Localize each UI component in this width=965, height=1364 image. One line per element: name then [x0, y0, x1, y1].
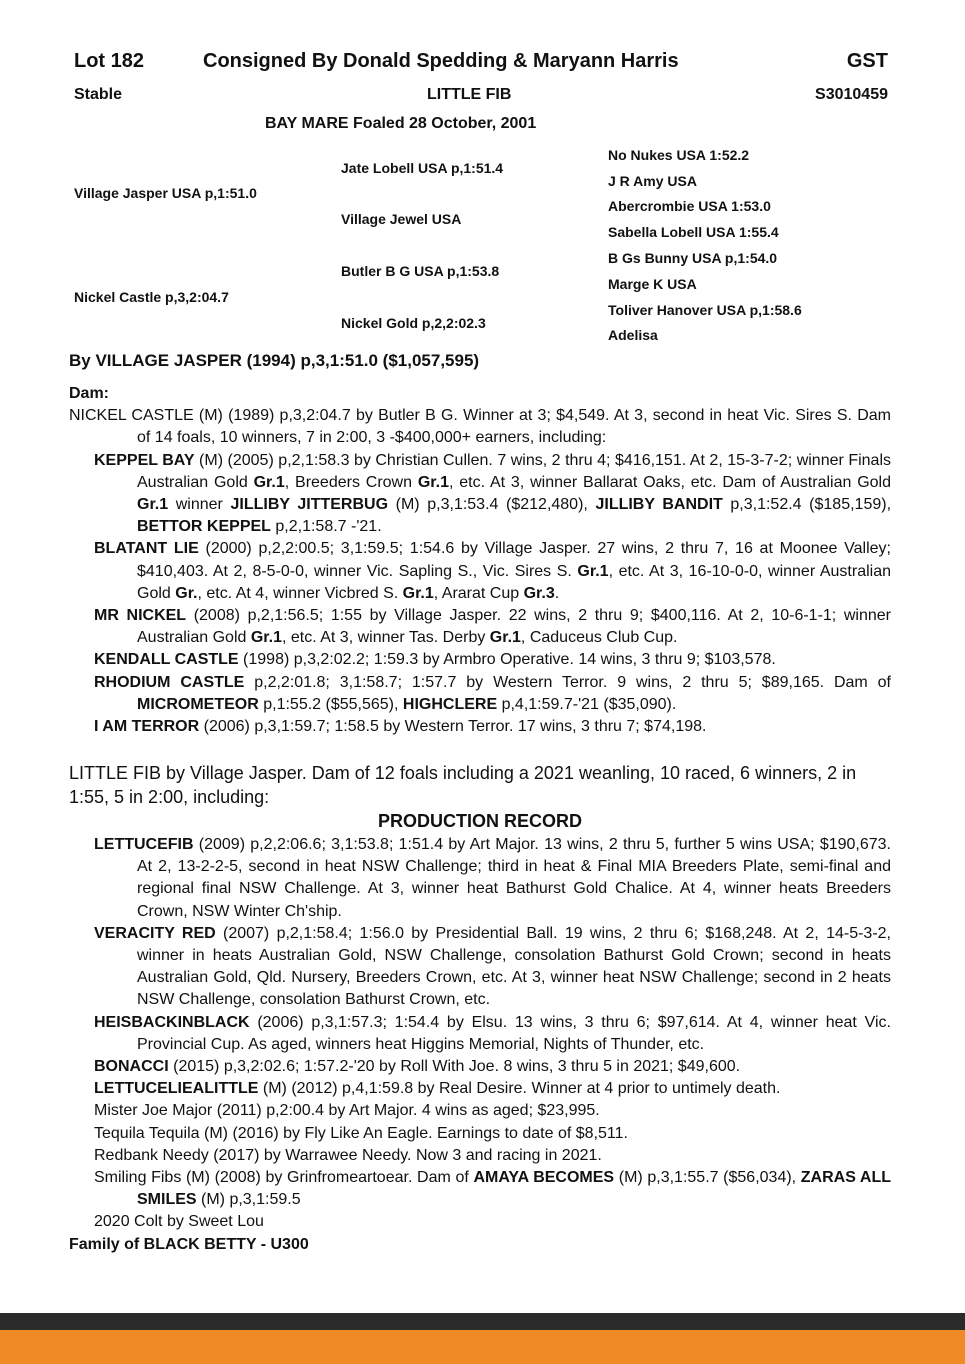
- foal-smiling-fibs: Smiling Fibs (M) (2008) by Grinfromeartoear. Dam of AMAYA BECOMES (M) p,3,1:55.7 ($56,034), ZARAS ALL SMILES (M) p,3,1:59.5: [94, 1169, 892, 1209]
- lot-number: Lot 182: [74, 50, 145, 72]
- progeny-rhodium-castle: RHODIUM CASTLE p,2,2:01.8; 3,1:58.7; 1:57.7 by Western Terror. 9 wins, 2 thru 5; $89,165. Dam of MICROMETEOR p,1:55.2 ($55,565), HIGHCLERE p,4,1:59.7-'21 ($35,090).: [94, 673, 891, 713]
- foal-2020-colt: 2020 Colt by Sweet Lou: [94, 1213, 264, 1231]
- progeny-mr-nickel: MR NICKEL (2008) p,2,1:56.5; 1:55 by Village Jasper. 22 wins, 2 thru 9; $400,116. At 2, 10-6-1-1; winner Australian Gold Gr.1, etc. At 3, winner Tas. Derby Gr.1, Caduceus Club Cup.: [94, 607, 892, 647]
- progeny-keppel-bay: KEPPEL BAY (M) (2005) p,2,1:58.3 by Christian Cullen. 7 wins, 2 thru 4; $416,151. At 2, 15-3-7-2; winner Finals Australian Gold Gr.1, Breeders Crown Gr.1, etc. At 3, winner Ballarat Oaks, etc. Dam of Australian Gold Gr.1 winner JILLIBY JITTERBUG (M) p,3,1:53.4 ($212,480), JILLIBY BANDIT p,3,1:52.4 ($185,159), BETTOR KEPPEL p,2,1:58.7 -'21.: [94, 451, 892, 536]
- foal-heisbackinblack: HEISBACKINBLACK (2006) p,3,1:57.3; 1:54.4 by Elsu. 13 wins, 3 thru 6; $97,614. At 4, winner heat Vic. Provincial Cup. As aged, winners heat Higgins Memorial, Nights of Thunder, etc.: [94, 1013, 891, 1053]
- pedigree-g4: Sabella Lobell USA 1:55.4: [608, 224, 779, 240]
- foal-lettucelieal: LETTUCELIEALITTLE (M) (2012) p,4,1:59.8 by Real Desire. Winner at 4 prior to untimely death.: [94, 1080, 781, 1098]
- horse-name: LITTLE FIB: [427, 86, 512, 103]
- pedigree-sire-sire: Jate Lobell USA p,1:51.4: [341, 160, 504, 176]
- horse-code: S3010459: [815, 86, 888, 103]
- pedigree-g2: J R Amy USA: [608, 173, 697, 189]
- pedigree-g8: Adelisa: [608, 327, 658, 343]
- foal-mister-joe-major: Mister Joe Major (2011) p,2:00.4 by Art Major. 4 wins as aged; $23,995.: [94, 1102, 600, 1120]
- dam-label: Dam:: [69, 385, 110, 402]
- dam-section: [69, 383, 891, 738]
- progeny-kendall-castle: KENDALL CASTLE (1998) p,3,2:02.2; 1:59.3 by Armbro Operative. 14 wins, 3 thru 9; $103,578.: [94, 651, 776, 669]
- footer-bar-dark: [0, 1313, 965, 1330]
- pedigree-dam-sire: Butler B G USA p,1:53.8: [341, 263, 500, 279]
- pedigree-g1: No Nukes USA 1:52.2: [608, 147, 750, 163]
- pedigree-sire-dam: Village Jewel USA: [341, 211, 462, 227]
- production-section: [69, 761, 891, 1256]
- progeny-i-am-terror: I AM TERROR (2006) p,3,1:59.7; 1:58.5 by Western Terror. 17 wins, 3 thru 7; $74,198.: [94, 718, 707, 736]
- pedigree-g5: B Gs Bunny USA p,1:54.0: [608, 250, 778, 266]
- foal-lettucefib: LETTUCEFIB (2009) p,2,2:06.6; 3,1:53.8; 1:51.4 by Art Major. 13 wins, 2 thru 5, further 5 wins USA; $190,673. At 2, 13-2-2-5, second in heat NSW Challenge; third in heat & Final MIA Breeders Plate, semi-final and regional final NSW Challenge. At 3, winner heat Bathurst Gold Chalice. At 4, winner heats Breeders Crown, NSW Winter Ch'ship.: [94, 836, 891, 920]
- gst-label: GST: [846, 50, 888, 72]
- pedigree-dam-dam: Nickel Gold p,2,2:02.3: [341, 315, 486, 331]
- sire-line: By VILLAGE JASPER (1994) p,3,1:51.0 ($1,057,595): [69, 351, 480, 370]
- pedigree-g7: Toliver Hanover USA p,1:58.6: [608, 302, 802, 318]
- stable-label: Stable: [74, 86, 123, 103]
- pedigree-dam: Nickel Castle p,3,2:04.7: [74, 289, 229, 305]
- foal-redbank-needy: Redbank Needy (2017) by Warrawee Needy. Now 3 and racing in 2021.: [94, 1146, 602, 1164]
- progeny-blatant-lie: BLATANT LIE (2000) p,2,2:00.5; 3,1:59.5; 1:54.6 by Village Jasper. 27 wins, 2 thru 7, 16 at Moonee Valley; $410,403. At 2, 8-5-0-0, winner Vic. Sapling S., Vic. Sires S. Gr.1, etc. At 3, 16-10-0-0, winner Australian Gold Gr., etc. At 4, winner Vicbred S. Gr.1, Ararat Cup Gr.3.: [94, 540, 891, 602]
- pedigree-sire: Village Jasper USA p,1:51.0: [74, 185, 257, 201]
- pedigree-g6: Marge K USA: [608, 276, 697, 292]
- production-intro: LITTLE FIB by Village Jasper. Dam of 12 foals including a 2021 weanling, 10 raced, 6 winners, 2 in 1:55, 5 in 2:00, including:: [69, 763, 857, 807]
- family-line: Family of BLACK BETTY - U300: [69, 1235, 309, 1253]
- foal-bonacci: BONACCI (2015) p,3,2:02.6; 1:57.2-'20 by Roll With Joe. 8 wins, 3 thru 5 in 2021; $49,600.: [94, 1058, 741, 1076]
- foal-tequila-tequila: Tequila Tequila (M) (2016) by Fly Like An Eagle. Earnings to date of $8,511.: [94, 1124, 628, 1142]
- production-title: PRODUCTION RECORD: [377, 811, 582, 831]
- foal-veracity-red: VERACITY RED (2007) p,2,1:58.4; 1:56.0 by Presidential Ball. 19 wins, 2 thru 6; $168,248. At 2, 14-5-3-2, winner in heats Australian Gold, NSW Challenge, consolation Bathurst Gold Crown; second in heats Australian Gold, Qld. Nursery, Breeders Crown, etc. At 3, winner heat NSW Challenge; second in 2 heats NSW Challenge, consolation Bathurst Crown, etc.: [94, 924, 891, 1009]
- dam-entry: NICKEL CASTLE (M) (1989) p,3,2:04.7 by Butler B G. Winner at 3; $4,549. At 3, second in heat Vic. Sires S. Dam of 14 foals, 10 winners, 7 in 2:00, 3 -$400,000+ earners, including:: [69, 407, 891, 447]
- horse-description: BAY MARE Foaled 28 October, 2001: [265, 115, 537, 132]
- consignor: Consigned By Donald Spedding & Maryann Harris: [203, 50, 679, 72]
- pedigree-g3: Abercrombie USA 1:53.0: [608, 198, 771, 214]
- footer-bar-orange: [0, 1330, 965, 1364]
